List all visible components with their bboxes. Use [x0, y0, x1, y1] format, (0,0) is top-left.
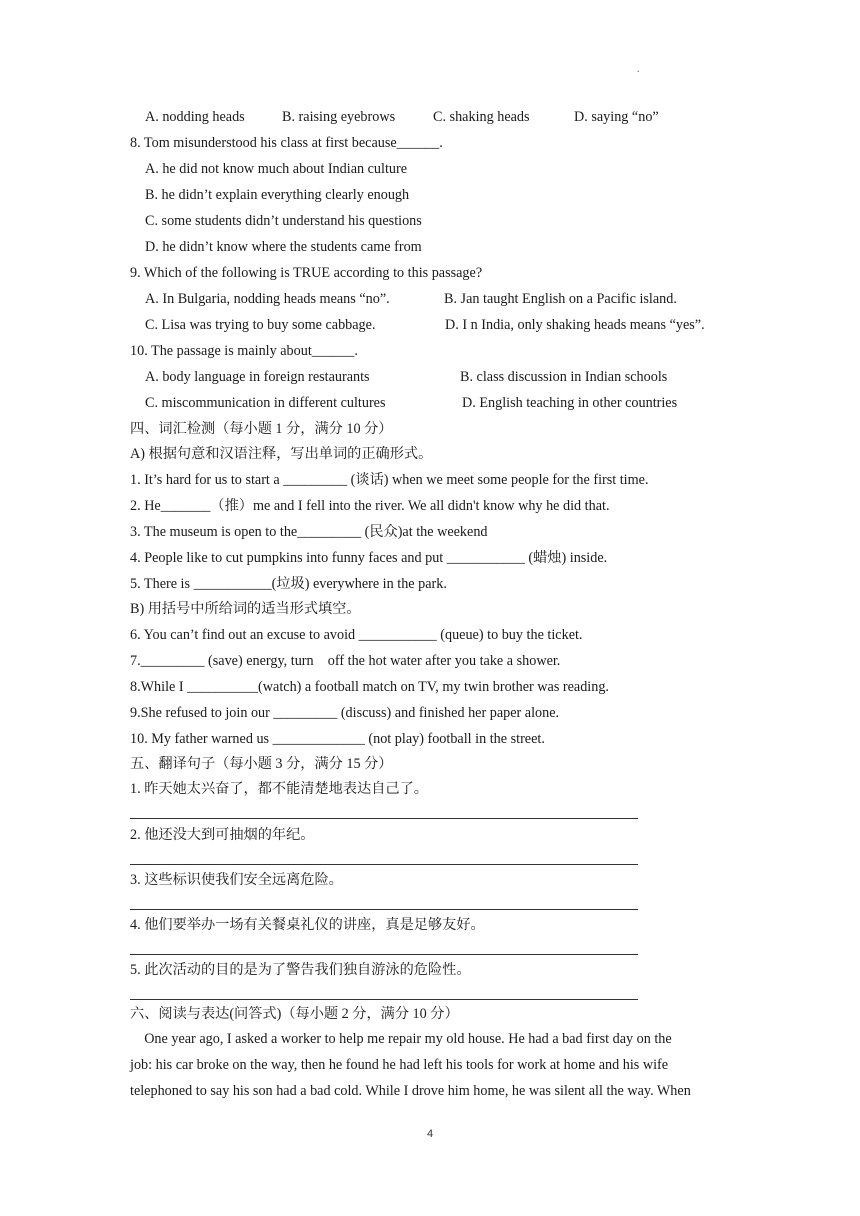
vocab-item-3: 3. The museum is open to the_________ (民众)at the weekend — [130, 524, 488, 540]
q7-option-b: B. raising eyebrows — [282, 109, 396, 125]
section5-title: 五、翻译句子（每小题 3 分，满分 15 分） — [130, 756, 393, 772]
page-number: 4 — [426, 1128, 434, 1140]
vocab-item-2: 2. He_______（推）me and I fell into the river. We all didn't know why he did that. — [130, 498, 610, 514]
q7-option-a: A. nodding heads — [145, 109, 245, 125]
passage-line-3: telephoned to say his son had a bad cold. While I drove him home, he was silent all the way. When — [130, 1083, 691, 1099]
q9-option-c: C. Lisa was trying to buy some cabbage. — [145, 317, 376, 333]
q10-stem: 10. The passage is mainly about______. — [130, 343, 358, 359]
q9-option-d: D. I n India, only shaking heads means “yes”. — [445, 317, 705, 333]
translate-item-4: 4. 他们要举办一场有关餐桌礼仪的讲座，真是足够友好。 — [130, 917, 485, 933]
q10-option-a: A. body language in foreign restaurants — [145, 369, 370, 385]
q10-option-d: D. English teaching in other countries — [462, 395, 678, 411]
q10-option-c: C. miscommunication in different cultures — [145, 395, 386, 411]
q9-stem: 9. Which of the following is TRUE according to this passage? — [130, 265, 483, 281]
vocab-item-7: 7._________ (save) energy, turn off the hot water after you take a shower. — [130, 653, 561, 669]
vocab-item-10: 10. My father warned us _____________ (not play) football in the street. — [130, 731, 545, 747]
q8-option-b: B. he didn’t explain everything clearly enough — [145, 187, 410, 203]
translate-item-2: 2. 他还没大到可抽烟的年纪。 — [130, 827, 315, 843]
q9-option-a: A. In Bulgaria, nodding heads means “no”. — [145, 291, 390, 307]
q8-option-c: C. some students didn’t understand his questions — [145, 213, 422, 229]
q9-option-b: B. Jan taught English on a Pacific island. — [444, 291, 677, 307]
q10-option-b: B. class discussion in Indian schools — [460, 369, 668, 385]
passage-line-1: One year ago, I asked a worker to help me repair my old house. He had a bad first day on the — [130, 1031, 672, 1047]
translate-item-1: 1. 昨天她太兴奋了，都不能清楚地表达自己了。 — [130, 781, 428, 797]
vocab-item-4: 4. People like to cut pumpkins into funny faces and put ___________ (蜡烛) inside. — [130, 550, 608, 566]
vocab-item-9: 9.She refused to join our _________ (discuss) and finished her paper alone. — [130, 705, 560, 721]
answer-line-3 — [130, 909, 638, 910]
q8-stem: 8. Tom misunderstood his class at first because______. — [130, 135, 443, 151]
passage-line-2: job: his car broke on the way, then he found he had left his tools for work at home and his wife — [130, 1057, 669, 1073]
section4-title: 四、词汇检测（每小题 1 分，满分 10 分） — [130, 421, 393, 437]
answer-line-5 — [130, 999, 638, 1000]
section6-title: 六、阅读与表达(问答式)（每小题 2 分，满分 10 分） — [130, 1006, 459, 1022]
translate-item-3: 3. 这些标识使我们安全远离危险。 — [130, 872, 343, 888]
q7-option-d: D. saying “no” — [574, 109, 659, 125]
q7-option-c: C. shaking heads — [433, 109, 530, 125]
translate-item-5: 5. 此次活动的目的是为了警告我们独自游泳的危险性。 — [130, 962, 471, 978]
answer-line-4 — [130, 954, 638, 955]
answer-line-1 — [130, 818, 638, 819]
vocab-item-6: 6. You can’t find out an excuse to avoid ___________ (queue) to buy the ticket. — [130, 627, 583, 643]
vocab-item-5: 5. There is ___________(垃圾) everywhere in the park. — [130, 576, 447, 592]
vocab-item-8: 8.While I __________(watch) a football match on TV, my twin brother was reading. — [130, 679, 609, 695]
header-mark: . — [637, 64, 640, 75]
section4-part-a-instruction: A) 根据句意和汉语注释，写出单词的正确形式。 — [130, 446, 433, 462]
q8-option-a: A. he did not know much about Indian culture — [145, 161, 408, 177]
section4-part-b-instruction: B) 用括号中所给词的适当形式填空。 — [130, 601, 361, 617]
vocab-item-1: 1. It’s hard for us to start a _________ (谈话) when we meet some people for the first time. — [130, 472, 649, 488]
answer-line-2 — [130, 864, 638, 865]
q8-option-d: D. he didn’t know where the students came from — [145, 239, 422, 255]
